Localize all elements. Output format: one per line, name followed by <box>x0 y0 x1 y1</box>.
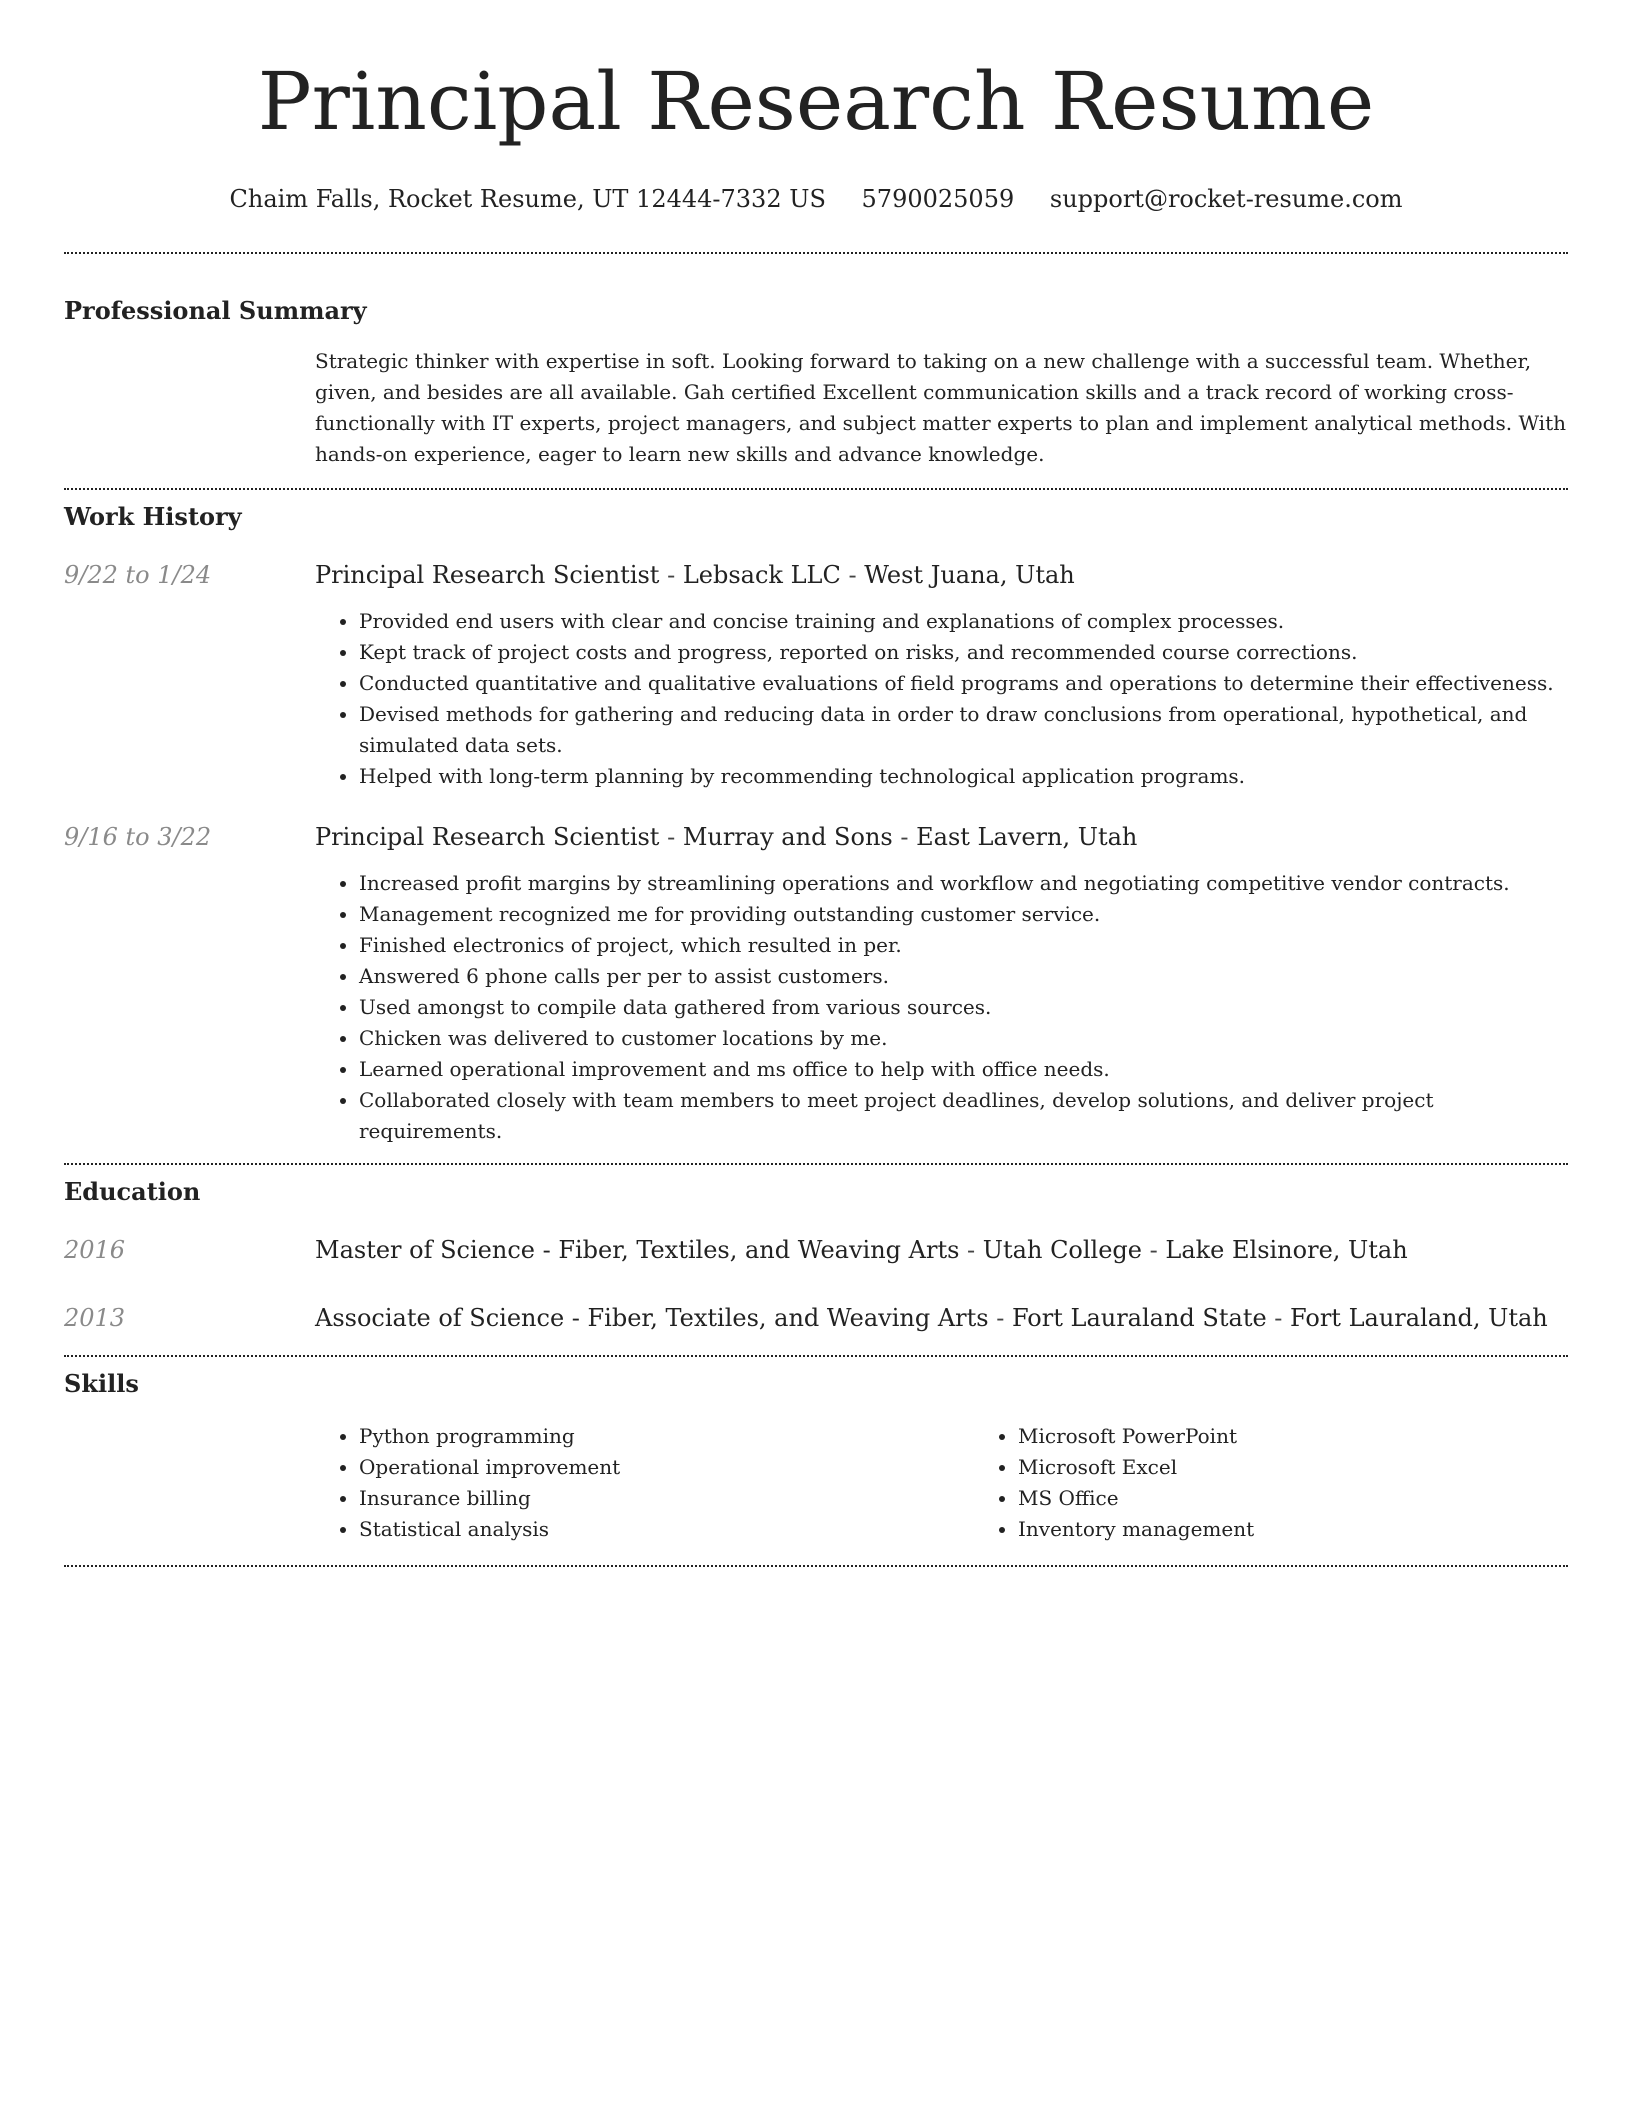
divider <box>64 252 1568 254</box>
skill-item: • Microsoft Excel <box>1018 1452 1632 1483</box>
skills-grid <box>315 1421 1568 1545</box>
job-separator: - <box>659 823 683 851</box>
job-bullets <box>315 868 1568 1147</box>
job-details <box>315 558 1568 792</box>
skill-item: • Operational improvement <box>359 1452 974 1483</box>
job-bullet: • Collaborated closely with team members to meet project deadlines, develop solutions, and deliver project requirements. <box>359 1085 1568 1147</box>
education-degree: Associate of Science - Fiber, Textiles, and Weaving Arts <box>315 1304 989 1332</box>
divider <box>64 1355 1568 1357</box>
job-bullet: • Devised methods for gathering and reducing data in order to draw conclusions from operational, hypothetical, and simulated data sets. <box>359 699 1568 761</box>
work-heading: Work History <box>64 502 242 531</box>
education-separator: - <box>988 1304 1012 1332</box>
education-location: Lake Elsinore, Utah <box>1165 1236 1408 1264</box>
skills-list-left <box>315 1421 974 1545</box>
contact-phone: 5790025059 <box>861 185 1015 213</box>
education-heading: Education <box>64 1177 201 1206</box>
education-school: Fort Lauraland State <box>1011 1304 1267 1332</box>
contact-email: support@rocket-resume.com <box>1049 185 1403 213</box>
job-details <box>315 820 1568 1147</box>
summary-text: Strategic thinker with expertise in soft. Looking forward to taking on a new challenge with a successful team. Whether, given, and besides are all available. Gah certified Excellent communication skills and a track record of working cross-functionally with IT experts, project managers, and subject matter experts to plan and implement analytical methods. With hands-on experience, eager to learn new skills and advance knowledge. <box>315 349 1566 466</box>
summary-row <box>64 346 1568 470</box>
job-dates: 9/22 to 1/24 <box>64 561 212 589</box>
job-separator: - <box>659 561 683 589</box>
job-dates: 9/16 to 3/22 <box>64 823 212 851</box>
job-bullet: • Conducted quantitative and qualitative evaluations of field programs and operations to determine their effectiveness. <box>359 668 1568 699</box>
education-entry <box>64 1301 1568 1335</box>
job-company: Lebsack LLC <box>682 561 841 589</box>
job-location: East Lavern, Utah <box>916 823 1138 851</box>
summary-section <box>64 294 1568 470</box>
job-entry <box>64 820 1568 1147</box>
skill-item: • MS Office <box>1018 1483 1632 1514</box>
education-details <box>315 1233 1568 1267</box>
job-bullet: • Helped with long-term planning by recommending technological application programs. <box>359 761 1568 792</box>
education-separator: - <box>959 1236 983 1264</box>
skills-heading: Skills <box>64 1369 139 1398</box>
education-entry <box>64 1233 1568 1267</box>
skill-item: • Insurance billing <box>359 1483 974 1514</box>
job-separator: - <box>892 823 917 851</box>
job-bullet: • Used amongst to compile data gathered from various sources. <box>359 992 1568 1023</box>
skill-item: • Python programming <box>359 1421 974 1452</box>
education-section <box>64 1175 1568 1335</box>
job-role: Principal Research Scientist <box>315 823 660 851</box>
divider <box>64 488 1568 490</box>
skills-row <box>64 1421 1568 1545</box>
job-entry <box>64 558 1568 792</box>
job-bullet: • Kept track of project costs and progress, reported on risks, and recommended course corrections. <box>359 637 1568 668</box>
education-school: Utah College <box>982 1236 1142 1264</box>
job-company: Murray and Sons <box>682 823 893 851</box>
education-year: 2016 <box>64 1236 126 1264</box>
education-separator: - <box>1142 1236 1166 1264</box>
work-section <box>64 500 1568 1147</box>
job-bullet: • Provided end users with clear and concise training and explanations of complex processes. <box>359 606 1568 637</box>
education-year: 2013 <box>64 1304 126 1332</box>
skills-list-right <box>974 1421 1632 1545</box>
job-bullet: • Increased profit margins by streamlining operations and workflow and negotiating competitive vendor contracts. <box>359 868 1568 899</box>
job-role: Principal Research Scientist <box>315 561 660 589</box>
summary-heading: Professional Summary <box>64 296 367 325</box>
job-bullet: • Answered 6 phone calls per per to assist customers. <box>359 961 1568 992</box>
skill-item: • Statistical analysis <box>359 1514 974 1545</box>
job-bullet: • Management recognized me for providing outstanding customer service. <box>359 899 1568 930</box>
job-bullet: • Learned operational improvement and ms office to help with office needs. <box>359 1054 1568 1085</box>
summary-body <box>315 346 1568 470</box>
job-location: West Juana, Utah <box>864 561 1075 589</box>
divider <box>64 1163 1568 1165</box>
job-bullets <box>315 606 1568 792</box>
divider <box>64 1565 1568 1567</box>
job-separator: - <box>840 561 865 589</box>
skill-item: • Microsoft PowerPoint <box>1018 1421 1632 1452</box>
contact-address: Chaim Falls, Rocket Resume, UT 12444-7332 US <box>229 185 826 213</box>
job-bullet: • Chicken was delivered to customer locations by me. <box>359 1023 1568 1054</box>
job-heading <box>315 558 1568 592</box>
education-separator: - <box>1266 1304 1291 1332</box>
job-bullet: • Finished electronics of project, which resulted in per. <box>359 930 1568 961</box>
education-location: Fort Lauraland, Utah <box>1290 1304 1548 1332</box>
skills-section <box>64 1367 1568 1545</box>
skill-item: • Inventory management <box>1018 1514 1632 1545</box>
contact-info <box>64 182 1568 216</box>
job-heading <box>315 820 1568 854</box>
education-degree: Master of Science - Fiber, Textiles, and Weaving Arts <box>315 1236 960 1264</box>
resume-title: Principal Research Resume <box>257 55 1375 148</box>
education-details <box>315 1301 1568 1335</box>
